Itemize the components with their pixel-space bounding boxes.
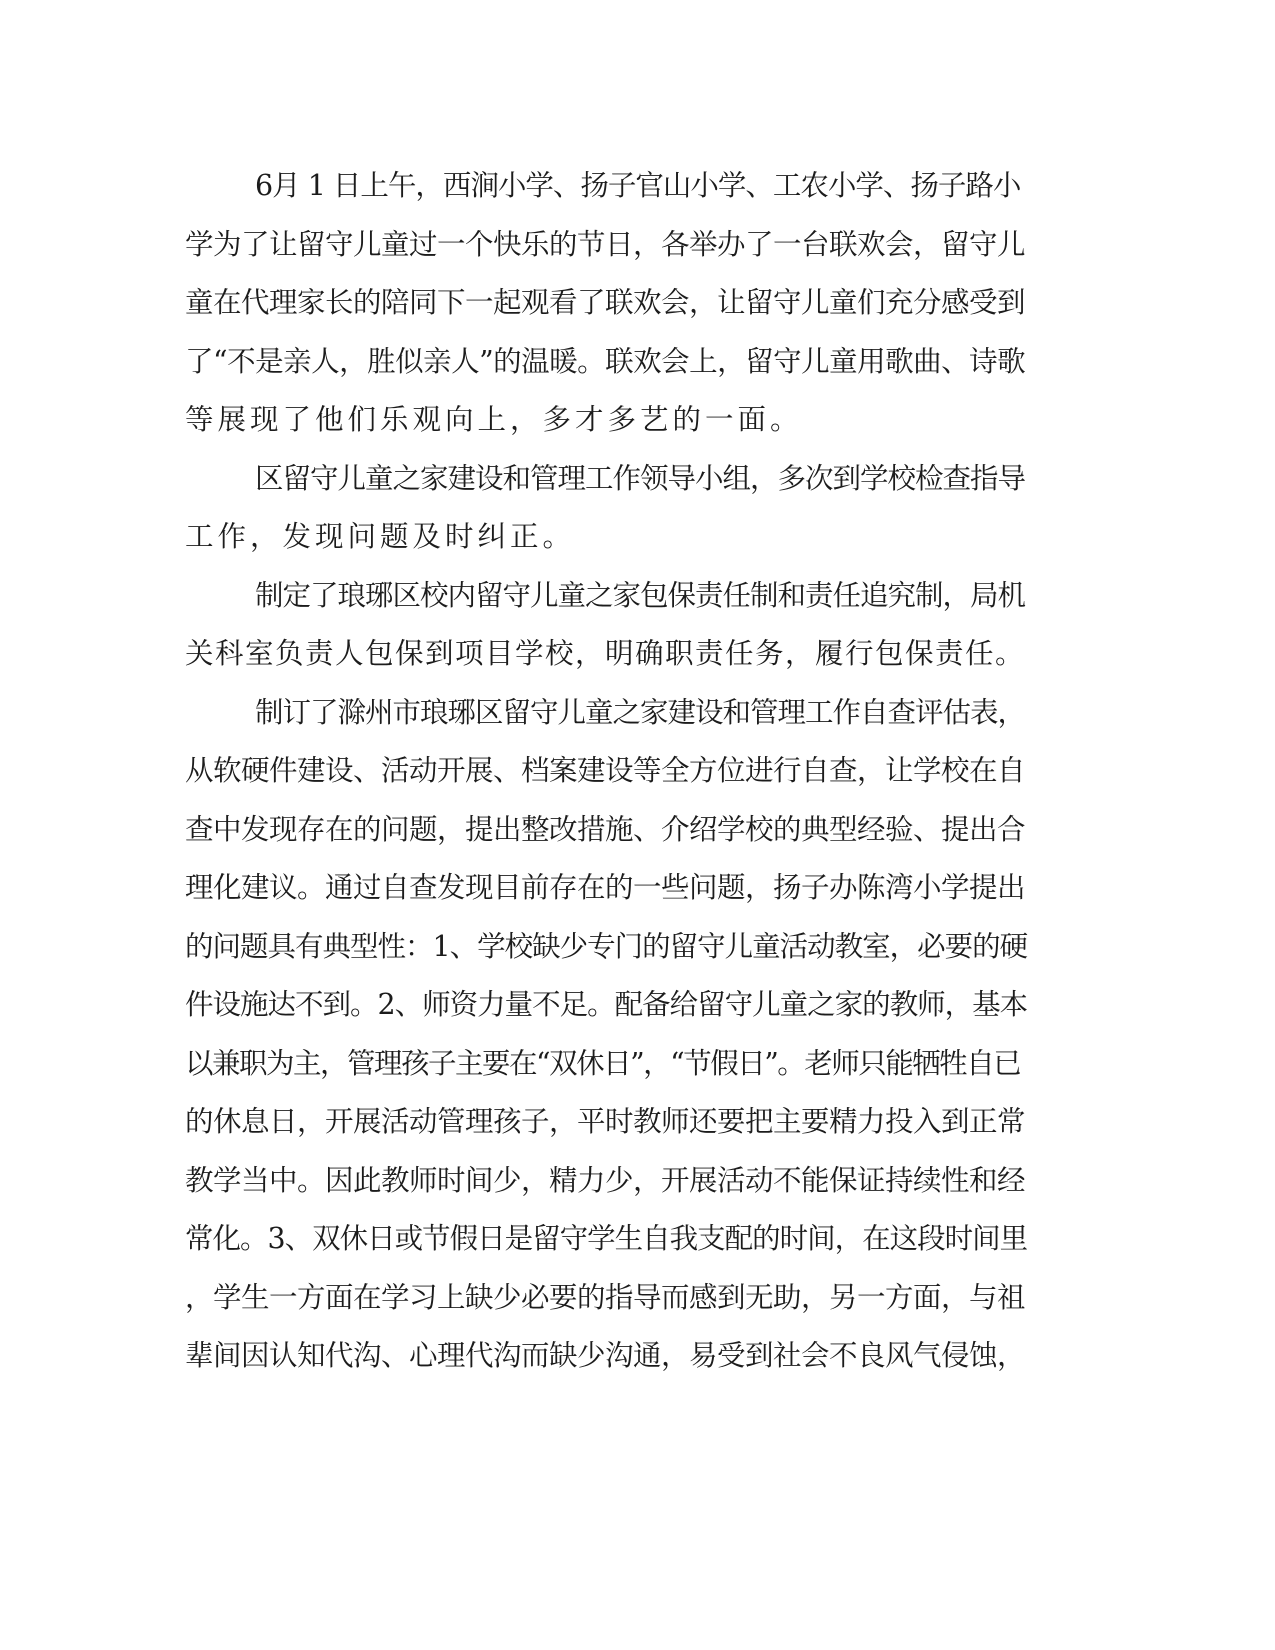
paragraph-4-line-1: [185, 690, 1035, 749]
paragraph-4-line-7: [185, 1041, 1035, 1100]
paragraph-3-line-1: [185, 573, 1035, 632]
paragraph-2-line-2: [185, 514, 1035, 573]
line-text: 制定了琅琊区校内留守儿童之家包保责任制和责任追究制，局机: [255, 578, 1026, 612]
paragraph-1-line-4: [185, 339, 1035, 398]
paragraph-1-line-2: [185, 222, 1035, 281]
line-text: 了“不是亲人，胜似亲人”的温暖。联欢会上，留守儿童用歌曲、诗歌: [185, 344, 1026, 378]
paragraph-4-line-4: [185, 865, 1035, 924]
paragraph-1-line-1: [185, 163, 1035, 222]
line-text: 童在代理家长的陪同下一起观看了联欢会，让留守儿童们充分感受到: [185, 286, 1026, 319]
paragraph-4-line-6: [185, 982, 1035, 1041]
paragraph-1-line-3: [185, 280, 1035, 339]
line-text: 的休息日，开展活动管理孩子，平时教师还要把主要精力投入到正常: [185, 1105, 1026, 1138]
paragraph-2-line-1: [185, 456, 1035, 515]
line-text: 教学当中。因此教师时间少，精力少，开展活动不能保证持续性和经: [185, 1163, 1026, 1197]
line-text: 件设施达不到。2、师资力量不足。配备给留守儿童之家的教师，基本: [185, 988, 1028, 1021]
line-text: 辈间因认知代沟、心理代沟而缺少沟通，易受到社会不良风气侵蚀，: [185, 1339, 1026, 1372]
line-text: 等展现了他们乐观向上，多才多艺的一面。: [185, 403, 803, 436]
line-text: 关科室负责人包保到项目学校，明确职责任务，履行包保责任。: [185, 637, 1026, 670]
line-text: 以兼职为主，管理孩子主要在“双休日”，“节假日”。老师只能牺牲自已: [185, 1046, 1021, 1080]
paragraph-4-line-5: [185, 924, 1035, 983]
paragraph-4-line-3: [185, 807, 1035, 866]
line-text: 学为了让留守儿童过一个快乐的节日，各举办了一台联欢会，留守儿: [185, 227, 1026, 261]
paragraph-4-line-12: [185, 1333, 1035, 1392]
paragraph-4-line-9: [185, 1158, 1035, 1217]
document-body: [185, 163, 1035, 1392]
line-text: 从软硬件建设、活动开展、档案建设等全方位进行自查，让学校在自: [185, 754, 1026, 787]
line-text: 理化建议。通过自查发现目前存在的一些问题，扬子办陈湾小学提出: [185, 871, 1026, 904]
line-text: 区留守儿童之家建设和管理工作领导小组，多次到学校检查指导: [255, 461, 1026, 495]
line-text: 制订了滁州市琅琊区留守儿童之家建设和管理工作自查评估表，: [255, 695, 1026, 729]
line-text: 查中发现存在的问题，提出整改措施、介绍学校的典型经验、提出合: [185, 812, 1026, 846]
line-text: 常化。3、双休日或节假日是留守学生自我支配的时间，在这段时间里: [185, 1222, 1028, 1255]
line-text: 6月 1 日上午，西涧小学、扬子官山小学、工农小学、扬子路小: [255, 169, 1021, 202]
paragraph-1-line-5: [185, 397, 1035, 456]
paragraph-3-line-2: [185, 631, 1035, 690]
paragraph-4-line-10: [185, 1216, 1035, 1275]
paragraph-4-line-11: [185, 1275, 1035, 1334]
line-text: 的问题具有典型性：1、学校缺少专门的留守儿童活动教室，必要的硬: [185, 929, 1028, 963]
paragraph-4-line-8: [185, 1099, 1035, 1158]
line-text: ，学生一方面在学习上缺少必要的指导而感到无助，另一方面，与祖: [185, 1280, 1026, 1314]
paragraph-4-line-2: [185, 748, 1035, 807]
line-text: 工作，发现问题及时纠正。: [185, 520, 576, 553]
